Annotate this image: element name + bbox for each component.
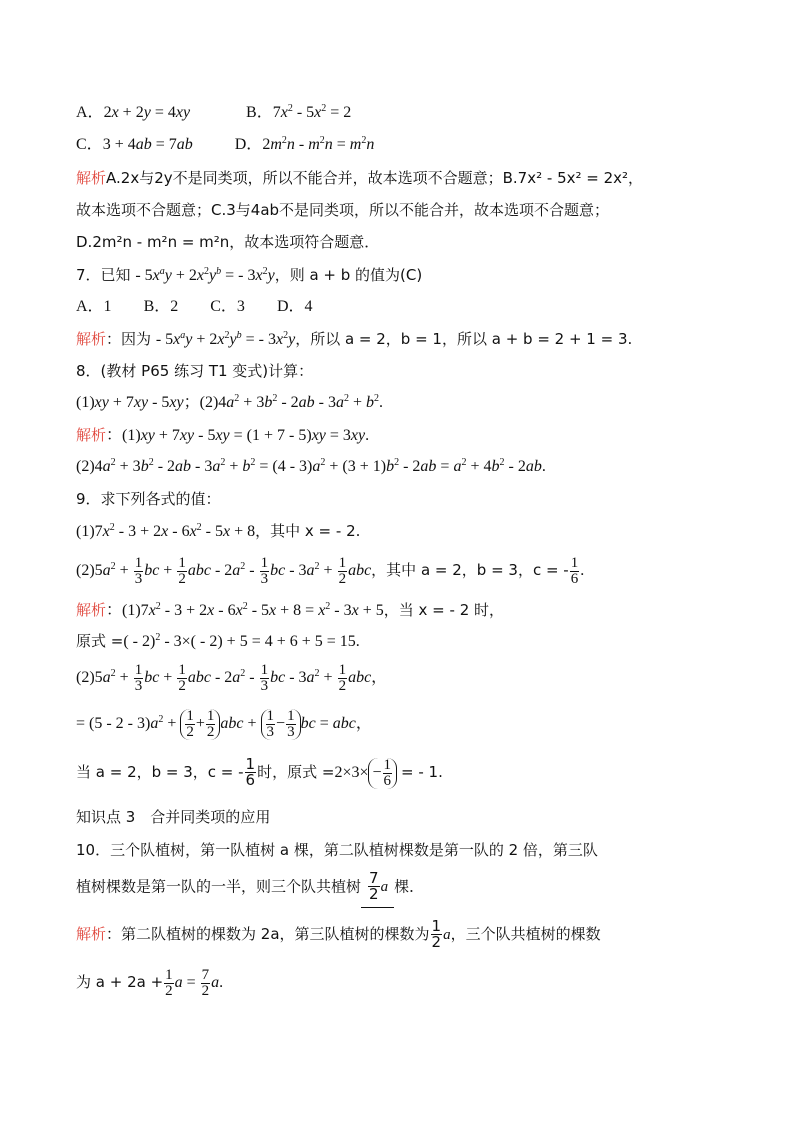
q9-problem-1: $(1)7x^2 - 3 + 2x - 6x^2 - 5x + 8$，其中 x = - 2. — [76, 522, 361, 540]
q9-analysis-line-5: 当 a = 2，b = 3，c = - $\frac{1}{6}$ 时，原式 =2×3× − $\frac{1}{6}$ = - 1. — [76, 755, 443, 789]
section-heading: 知识点 3 合并同类项的应用 — [76, 808, 271, 826]
fraction-1-3: $\frac{1}{3}$ — [134, 554, 143, 587]
fraction-1-6: $\frac{1}{6}$ — [570, 554, 579, 587]
q6-analysis-line-1: 解析A.2x与2y不是同类项，所以不能合并，故本选项不合题意；B.7x² - 5x² = 2x²， — [76, 169, 644, 187]
q9-problem-2: $(2)5a^2$ + $\frac{1}{3}$ bc + $\frac{1}{2}$ abc - $2a^2$ - $\frac{1}{3}$ bc - $3a^2$ + $\frac{1}{2}$ abc，其中 a = 2，b = 3，c = - $\frac{1}{6}$ . — [76, 554, 585, 587]
analysis-label: 解析 — [76, 426, 107, 444]
analysis-label: 解析 — [76, 601, 107, 619]
q8-problems: (1)xy + 7xy - 5xy；$(2)4a^2 + 3b^2 - 2ab - 3a^2 + b^2$. — [76, 393, 384, 411]
fraction-1-3: $\frac{1}{3}$ — [260, 554, 269, 587]
q9-analysis-line-3: $(2)5a^2$ + $\frac{1}{3}$ bc + $\frac{1}{2}$ abc - $2a^2$ - $\frac{1}{3}$ bc - $3a^2$ + $\frac{1}{2}$ abc， — [76, 661, 388, 694]
q7-options: A．1 B．2 C．3 D．4 — [76, 298, 313, 315]
q10-stem-line-2: 植树棵数是第一队的一半，则三个队共植树 $\frac{7}{2}$ a 棵． — [76, 866, 424, 908]
analysis-label: 解析 — [76, 330, 107, 348]
q7-analysis: 解析：因为 - $5x^ay + 2x^2y^b$ = - $3x^2y$，所以 a = 2，b = 1，所以 a + b = 2 + 1 = 3. — [76, 330, 633, 348]
q9-analysis-line-1: 解析：$(1)7x^2 - 3 + 2x - 6x^2 - 5x + 8 = x^2 - 3x + 5$，当 x = - 2 时， — [76, 601, 505, 619]
q6-options-row-2: C．3 + 4ab = 7ab D．$2m^2n - m^2n = m^2n$ — [76, 135, 375, 153]
analysis-label: 解析 — [76, 925, 107, 943]
q10-analysis-line-2: 为 a + 2a + $\frac{1}{2}$ a = $\frac{7}{2}$ a. — [76, 966, 224, 999]
q7-stem: 7．已知 - $5x^ay + 2x^2y^b$ = - $3x^2y$，则 a + b 的值为(C) — [76, 266, 423, 284]
q8-analysis-line-1: 解析：(1)xy + 7xy - 5xy = (1 + 7 - 5)xy = 3xy. — [76, 426, 370, 444]
q9-stem: 9．求下列各式的值： — [76, 490, 221, 508]
q9-analysis-line-2: 原式 =( - 2)$^2$ - 3×( - 2) + 5 = 4 + 6 + 5 = 15. — [76, 632, 360, 650]
answer-blank: $\frac{7}{2}$ a — [361, 866, 394, 908]
q9-analysis-line-4: = $(5 - 2 - 3)a^2$ + $\frac{1}{2}$ + $\frac{1}{2}$ abc + $\frac{1}{3}$ − $\frac{1}{3}$ bc = abc， — [76, 707, 372, 740]
q6-analysis-line-2: 故本选项不合题意；C.3与4ab不是同类项，所以不能合并，故本选项不合题意； — [76, 201, 610, 219]
q10-analysis-line-1: 解析：第二队植树的棵数为 2a，第三队植树的棵数为 $\frac{1}{2}$ a，三个队共植树的棵数 — [76, 917, 601, 951]
analysis-label: 解析 — [76, 169, 107, 187]
q10-stem-line-1: 10．三个队植树，第一队植树 a 棵，第二队植树棵数是第一队的 2 倍，第三队 — [76, 841, 598, 859]
q8-stem: 8．(教材 P65 练习 T1 变式)计算： — [76, 362, 314, 380]
fraction-1-2: $\frac{1}{2}$ — [178, 554, 186, 587]
q6-analysis-line-3: D.2m²n - m²n = m²n，故本选项符合题意． — [76, 233, 380, 251]
q6-options-row-1: A．2x + 2y = 4xy B．$7x^2 - 5x^2 = 2$ — [76, 103, 352, 121]
fraction-1-2: $\frac{1}{2}$ — [338, 554, 347, 587]
q8-analysis-line-2: $(2)4a^2 + 3b^2 - 2ab - 3a^2 + b^2 = (4 - 3)a^2 + (3 + 1)b^2 - 2ab = a^2 + 4b^2 - 2ab$. — [76, 457, 546, 475]
